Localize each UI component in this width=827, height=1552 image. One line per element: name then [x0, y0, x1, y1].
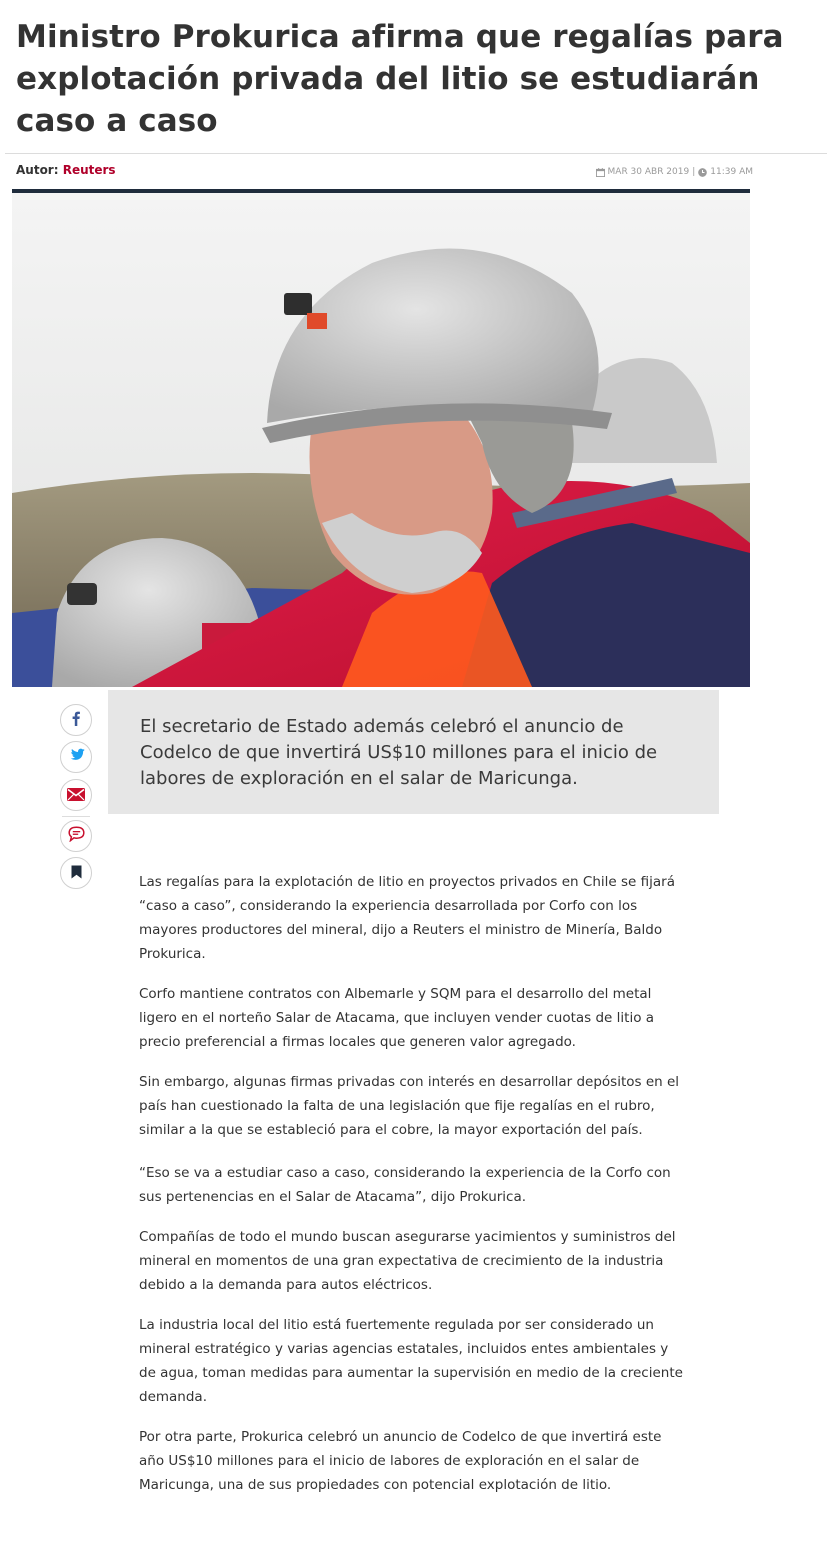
publish-time: 11:39 AM: [710, 167, 753, 177]
comments-button[interactable]: [60, 820, 92, 852]
byline: [16, 163, 116, 177]
article-paragraph: Compañías de todo el mundo buscan asegurarse yacimientos y suministros del mineral en momentos de una gran expectativa de crecimiento de la industria debido a la demanda para autos eléctricos.: [139, 1229, 676, 1293]
article-paragraph: “Eso se va a estudiar caso a caso, considerando la experiencia de la Corfo con sus pertenencias en el Salar de Atacama”, dijo Prokurica.: [139, 1165, 671, 1205]
date-separator: |: [692, 167, 696, 177]
article-paragraph: Por otra parte, Prokurica celebró un anuncio de Codelco de que invertirá este año US$10 millones para el inicio de labores de exploración en el salar de Maricunga, una de sus propiedades con potencial explotación de litio.: [139, 1429, 662, 1493]
comment-icon: [68, 826, 85, 846]
article-paragraph: Las regalías para la explotación de litio en proyectos privados en Chile se fijará “caso a caso”, considerando la experiencia desarrollada por Corfo con los mayores productores del mineral, dijo a Reuters el ministro de Minería, Baldo Prokurica.: [139, 874, 675, 962]
author-link[interactable]: Reuters: [62, 163, 116, 177]
bookmark-icon: [71, 864, 82, 883]
email-share-button[interactable]: [60, 779, 92, 811]
envelope-icon: [67, 786, 85, 805]
lead-text: El secretario de Estado además celebró el anuncio de Codelco de que invertirá US$10 millones para el inicio de labores de exploración en el salar de Maricunga.: [140, 716, 658, 789]
share-divider: [62, 816, 90, 817]
publish-date: MAR 30 ABR 2019: [607, 167, 690, 177]
clock-icon: [698, 168, 707, 177]
twitter-icon: [67, 748, 85, 767]
byline-label: Autor:: [16, 163, 59, 177]
article-photo: [12, 193, 750, 687]
facebook-icon: [69, 710, 83, 730]
calendar-icon: [596, 168, 605, 177]
headline-divider: [5, 153, 827, 154]
dateline: [596, 167, 753, 177]
article-paragraph: La industria local del litio está fuertemente regulada por ser considerado un mineral estratégico y varias agencias estatales, incluidos entes ambientales y de agua, toman medidas para aumentar la supervisión en medio de la creciente demanda.: [139, 1317, 683, 1405]
facebook-share-button[interactable]: [60, 704, 92, 736]
twitter-share-button[interactable]: [60, 741, 92, 773]
article-headline: Ministro Prokurica afirma que regalías para explotación privada del litio se estudiarán caso a caso: [16, 19, 784, 139]
article-paragraph: Sin embargo, algunas firmas privadas con interés en desarrollar depósitos en el país han cuestionado la falta de una legislación que fije regalías en el rubro, similar a la que se estableció para el cobre, la mayor exportación del país.: [139, 1074, 680, 1138]
article-paragraph: Corfo mantiene contratos con Albemarle y SQM para el desarrollo del metal ligero en el norteño Salar de Atacama, que incluyen vender cuotas de litio a precio preferencial a firmas locales que generen valor agregado.: [139, 986, 655, 1050]
article-lead: [108, 690, 719, 814]
bookmark-button[interactable]: [60, 857, 92, 889]
